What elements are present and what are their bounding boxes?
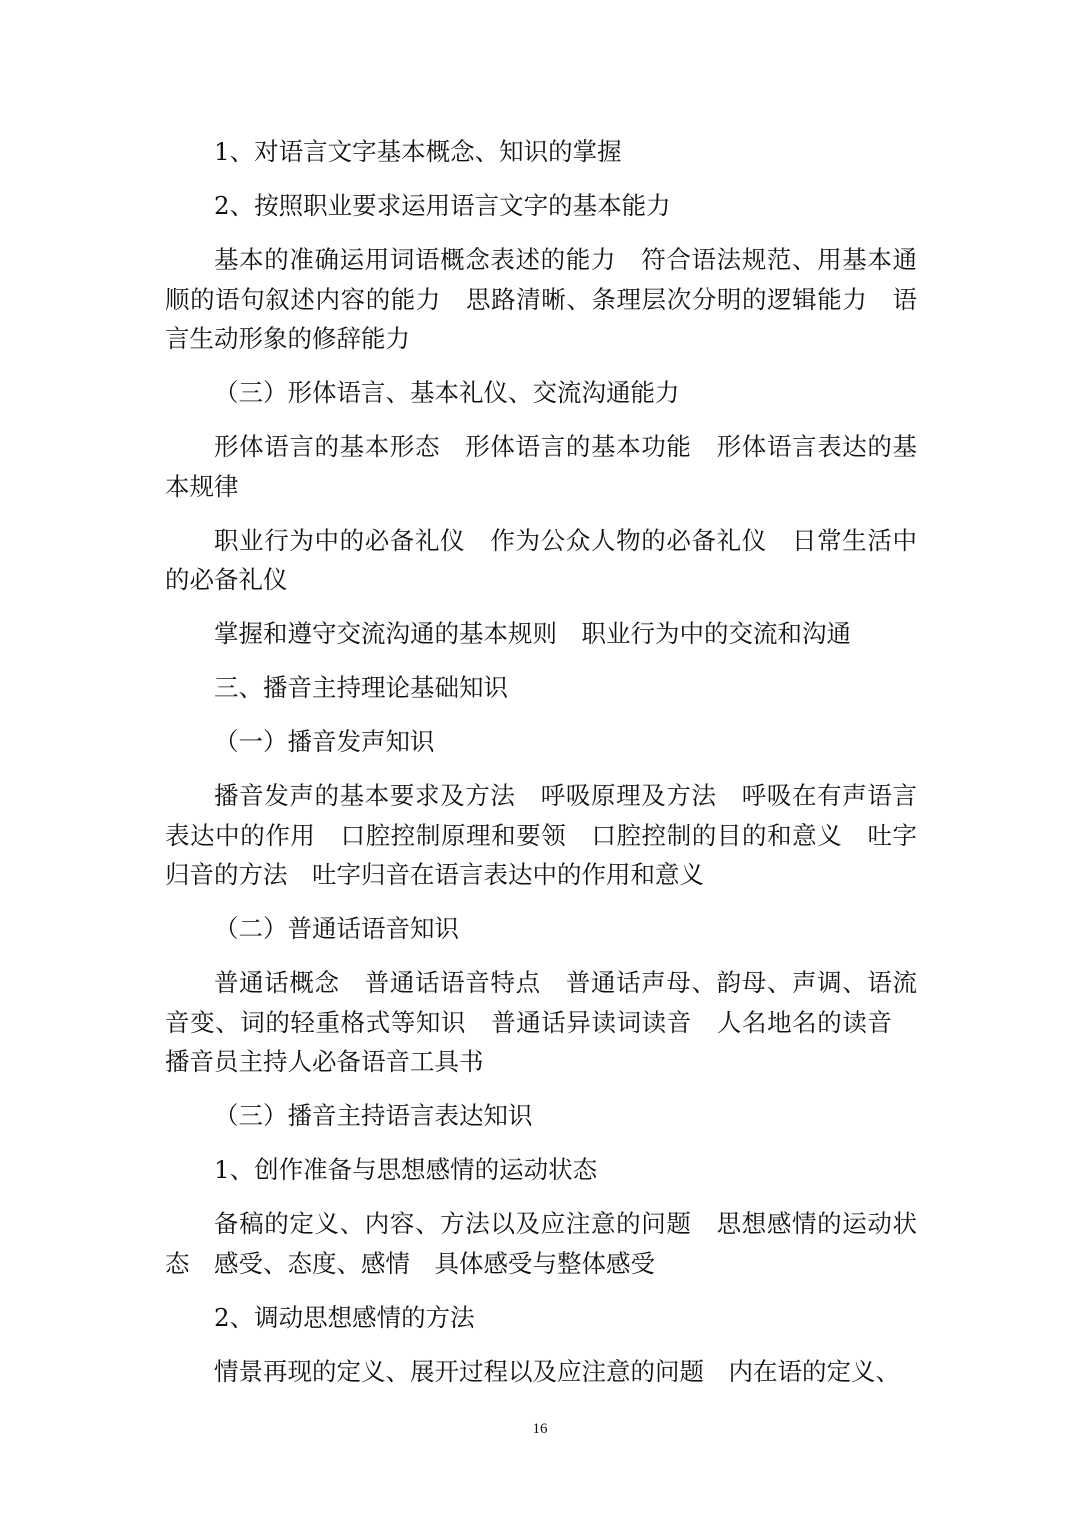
paragraph [165, 186, 917, 226]
paragraph [165, 776, 917, 895]
section-heading [165, 1096, 917, 1136]
paragraph [165, 240, 917, 359]
page-number: 16 [532, 1421, 548, 1437]
section-heading [165, 909, 917, 949]
text-segment: 内在语的定义、 [728, 1356, 900, 1386]
text-segment: 2、按照职业要求运用语言文字的基本能力 [214, 191, 671, 220]
paragraph [165, 614, 917, 654]
text-segment: 播音发声的基本要求及方法 [214, 781, 516, 810]
text-segment: 职业行为中的必备礼仪 [214, 525, 466, 555]
paragraph [165, 1298, 917, 1338]
text-segment: 形体语言表达的基本规律 [165, 432, 918, 501]
text-segment: 1、对语言文字基本概念、知识的掌握 [214, 137, 622, 166]
text-segment: 吐字归音的方法 [165, 820, 918, 889]
section-heading [165, 373, 917, 413]
text-segment: 形体语言的基本功能 [464, 432, 692, 461]
text-segment: 2、调动思想感情的方法 [214, 1302, 475, 1332]
paragraph [165, 132, 917, 172]
text-segment: 呼吸在有声语言表达中的作用 [165, 781, 918, 850]
text-segment: 形体语言的基本形态 [214, 432, 441, 461]
text-segment: 播音员主持人必备语音工具书 [165, 1047, 484, 1076]
text-segment: 职业行为中的交流和沟通 [581, 619, 851, 648]
text-segment: 三、播音主持理论基础知识 [214, 673, 508, 702]
document-body [165, 132, 917, 1391]
text-segment: 思路清晰、条理层次分明的逻辑能力 [465, 284, 868, 314]
text-segment: 1、创作准备与思想感情的运动状态 [214, 1155, 598, 1184]
text-segment: 日常生活中的必备礼仪 [165, 525, 918, 594]
text-segment: （二）普通话语音知识 [214, 914, 459, 943]
text-segment: 掌握和遵守交流沟通的基本规则 [214, 619, 557, 648]
paragraph [165, 963, 917, 1082]
paragraph [165, 1352, 917, 1392]
paragraph [165, 521, 917, 600]
text-segment: 情景再现的定义、展开过程以及应注意的问题 [214, 1356, 704, 1386]
text-segment: 感受、态度、感情 [214, 1248, 410, 1278]
text-segment: 普通话概念 [214, 968, 340, 997]
paragraph [165, 427, 917, 506]
paragraph [165, 1150, 917, 1190]
text-segment: 普通话异读词读音 [490, 1007, 692, 1037]
text-segment: 语言生动形象的修辞能力 [165, 284, 918, 353]
text-segment: 备稿的定义、内容、方法以及应注意的问题 [214, 1209, 692, 1238]
text-segment: （一）播音发声知识 [214, 727, 435, 756]
text-segment: 具体感受与整体感受 [434, 1248, 655, 1278]
section-heading [165, 722, 917, 762]
text-segment: 呼吸原理及方法 [540, 781, 717, 810]
text-segment: 思想感情的运动状态 [165, 1209, 918, 1278]
text-segment: 符合语法规范、用基本通顺的语句叙述内容的能力 [165, 245, 918, 314]
text-segment: 人名地名的读音 [716, 1007, 893, 1037]
text-segment: 吐字归音在语言表达中的作用和意义 [312, 860, 704, 889]
section-heading [165, 668, 917, 708]
text-segment: 普通话声母、韵母、声调、语流音变、词的轻重格式等知识 [165, 968, 918, 1037]
text-segment: 基本的准确运用词语概念表述的能力 [214, 245, 617, 274]
text-segment: 口腔控制原理和要领 [340, 820, 567, 850]
text-segment: 作为公众人物的必备礼仪 [489, 525, 767, 555]
text-segment: 口腔控制的目的和意义 [590, 820, 843, 850]
text-segment: 普通话语音特点 [364, 968, 541, 997]
text-segment: （三）形体语言、基本礼仪、交流沟通能力 [214, 378, 680, 407]
paragraph [165, 1204, 917, 1283]
text-segment: （三）播音主持语言表达知识 [214, 1101, 533, 1130]
